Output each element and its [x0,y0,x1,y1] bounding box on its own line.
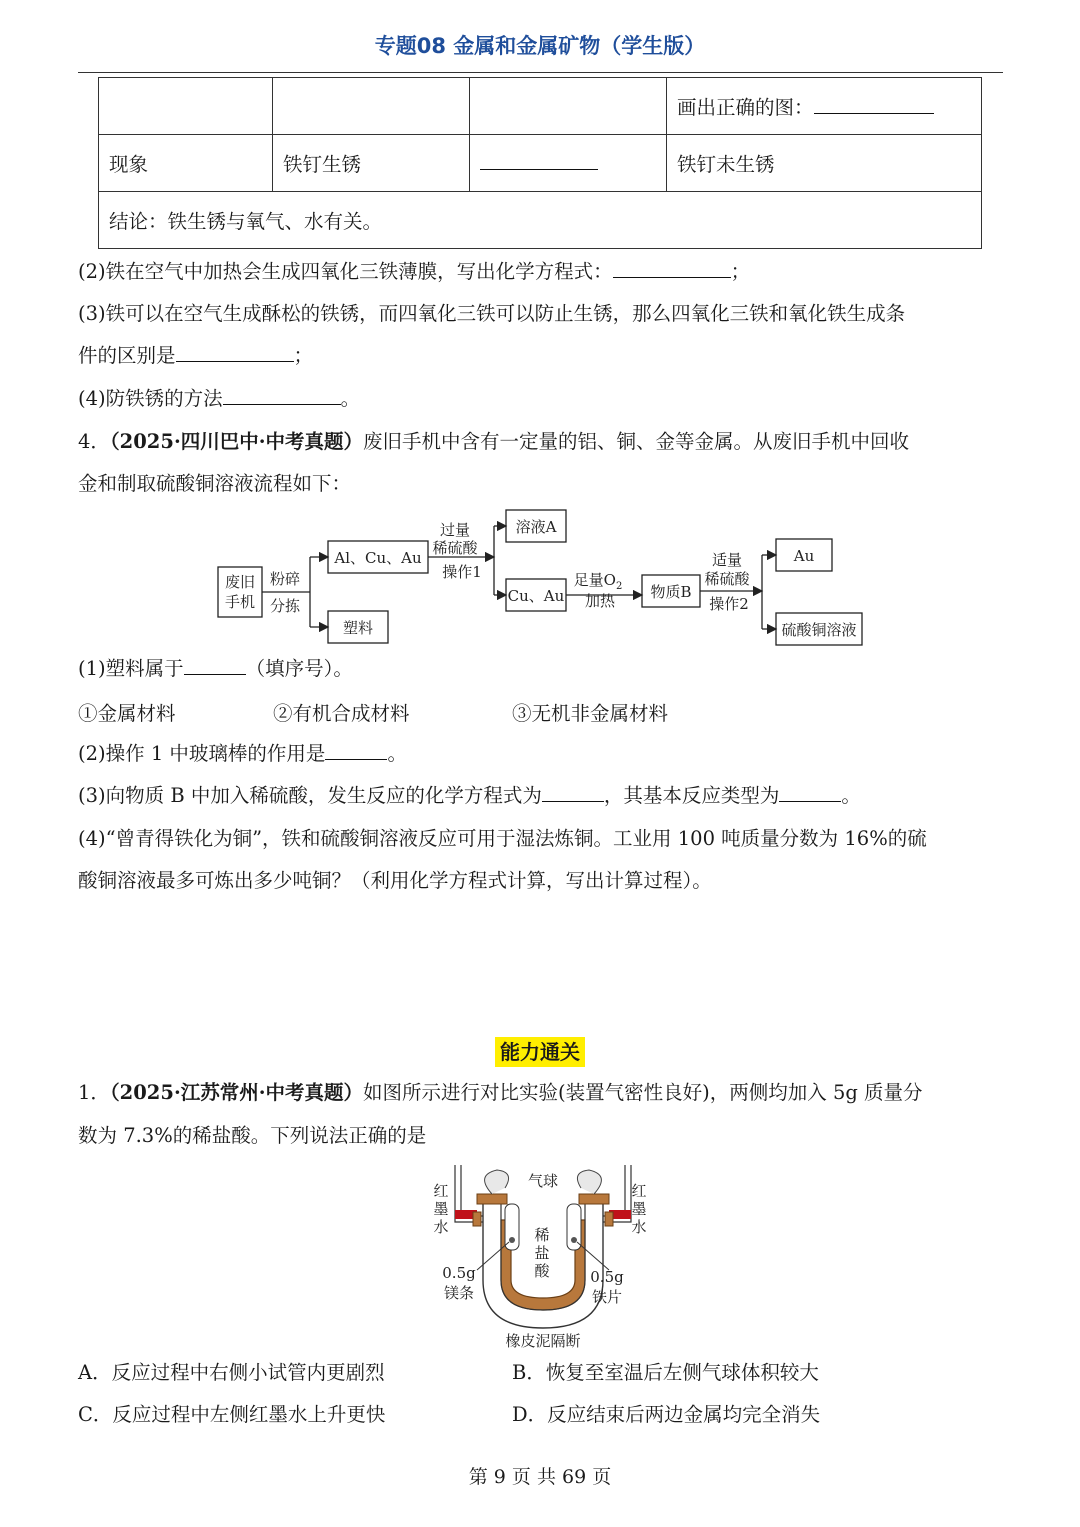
acid-label: 酸 [534,1262,550,1280]
red-ink-label-left: 红 [433,1182,449,1200]
question-line: (2)操作 1 中玻璃棒的作用是 。 [78,742,407,765]
table-conclusion: 结论：铁生锈与氧气、水有关。 [99,192,982,249]
u-tube-apparatus [425,1160,665,1350]
flow-label: 足量$O_2$ [573,571,623,592]
choice-b[interactable]: B．恢复至室温后左侧气球体积较大 [512,1361,819,1384]
balloon-right [577,1170,601,1194]
choice-a[interactable]: A．反应过程中右侧小试管内更剧烈 [78,1361,385,1384]
question-line: (4)防铁锈的方法 。 [78,387,361,410]
question-4-stem: 4．（2025·四川巴中·中考真题）废旧手机中含有一定量的铝、铜、金等金属。从废旧手机中回收 [78,430,910,453]
table-cell-label: 现象 [99,135,273,192]
question-line: 件的区别是 ； [78,344,314,367]
experiment-table [98,77,982,249]
mg-name-label: 镁条 [443,1284,475,1302]
table-cell-blank [470,135,667,192]
table-cell: 铁钉未生锈 [667,135,982,192]
question-line: (3)向物质 B 中加入稀硫酸，发生反应的化学方程式为 ，其基本反应类型为 。 [78,784,861,807]
option-2: ②有机合成材料 [273,702,410,725]
balloon-label: 气球 [527,1172,559,1190]
option-3: ③无机非金属材料 [512,702,669,725]
red-ink-label-left: 墨 [433,1200,449,1218]
table-row [99,78,982,135]
answer-blank[interactable] [542,783,604,802]
flow-label: 稀硫酸 [432,539,478,557]
recycling-flow-diagram [210,505,880,647]
section-title: 能力通关 [495,1037,585,1067]
flow-label: 适量 [711,551,743,569]
answer-blank[interactable] [814,95,934,114]
question-line: (1)塑料属于 （填序号）。 [78,657,353,680]
putty-label: 橡皮泥隔断 [505,1332,581,1350]
red-ink-label-right: 红 [631,1182,647,1200]
page-footer: 第 9 页 共 69 页 [468,1466,612,1488]
flow-label: 废旧 [224,573,256,591]
page-header-title: 专题08 金属和金属矿物（学生版） [374,34,706,58]
flow-label: 塑料 [342,619,374,637]
acid-label: 稀 [534,1226,550,1244]
acid-label: 盐 [534,1244,550,1262]
flow-label: Au [793,547,815,565]
table-row [99,135,982,192]
flow-label: Al、Cu、Au [334,549,422,567]
question-line: 酸铜溶液最多可炼出多少吨铜？（利用化学方程式计算，写出计算过程）。 [78,869,712,892]
flow-label: Cu、Au [507,587,565,605]
flow-label: 加热 [584,592,616,610]
question-line: 数为 7.3%的稀盐酸。下列说法正确的是 [78,1124,427,1147]
fe-piece [571,1237,577,1243]
red-ink-label-right: 墨 [631,1200,647,1218]
mg-strip [509,1237,515,1243]
choice-d[interactable]: D．反应结束后两边金属均完全消失 [512,1403,821,1426]
question-1-stem: 1．（2025·江苏常州·中考真题）如图所示进行对比实验(装置气密性良好)，两侧均加入 5g 质量分 [78,1081,923,1104]
balloon-left [485,1170,509,1194]
answer-blank[interactable] [779,783,841,802]
header-divider [78,72,1003,73]
question-line: 金和制取硫酸铜溶液流程如下： [78,472,352,495]
flow-label: 粉碎 [269,570,301,588]
answer-blank[interactable] [325,741,387,760]
mg-mass-label: 0.5g [442,1264,476,1282]
red-ink-label-right: 水 [631,1218,647,1236]
fe-name-label: 铁片 [591,1288,623,1306]
answer-blank[interactable] [184,656,246,675]
answer-blank[interactable] [223,386,341,405]
table-cell: 铁钉生锈 [273,135,470,192]
table-row [99,192,982,249]
question-line: (4)“曾青得铁化为铜”，铁和硫酸铜溶液反应可用于湿法炼铜。工业用 100 吨质量分数为 16%的硫 [78,827,927,850]
question-line: (2)铁在空气中加热会生成四氧化三铁薄膜，写出化学方程式： ； [78,260,751,283]
flow-label: 硫酸铜溶液 [781,621,857,639]
flow-label: 手机 [224,593,256,611]
flow-label: 分拣 [269,597,301,615]
red-ink-label-left: 水 [433,1218,449,1236]
flow-label: 过量 [439,521,471,539]
answer-blank[interactable] [176,343,294,362]
flow-label: 操作2 [709,595,749,613]
flow-label: 溶液A [515,518,557,536]
question-line: (3)铁可以在空气生成酥松的铁锈，而四氧化三铁可以防止生锈，那么四氧化三铁和氧化铁生成条 [78,302,906,325]
choice-c[interactable]: C．反应过程中左侧红墨水上升更快 [78,1403,386,1426]
answer-blank[interactable] [613,259,731,278]
flow-label: 物质B [650,583,692,601]
answer-blank[interactable] [480,151,598,170]
flow-label: 稀硫酸 [704,570,750,588]
flow-label: 操作1 [442,563,482,581]
fe-mass-label: 0.5g [590,1268,624,1286]
table-cell-draw: 画出正确的图： [667,78,982,135]
option-1: ①金属材料 [78,702,176,725]
